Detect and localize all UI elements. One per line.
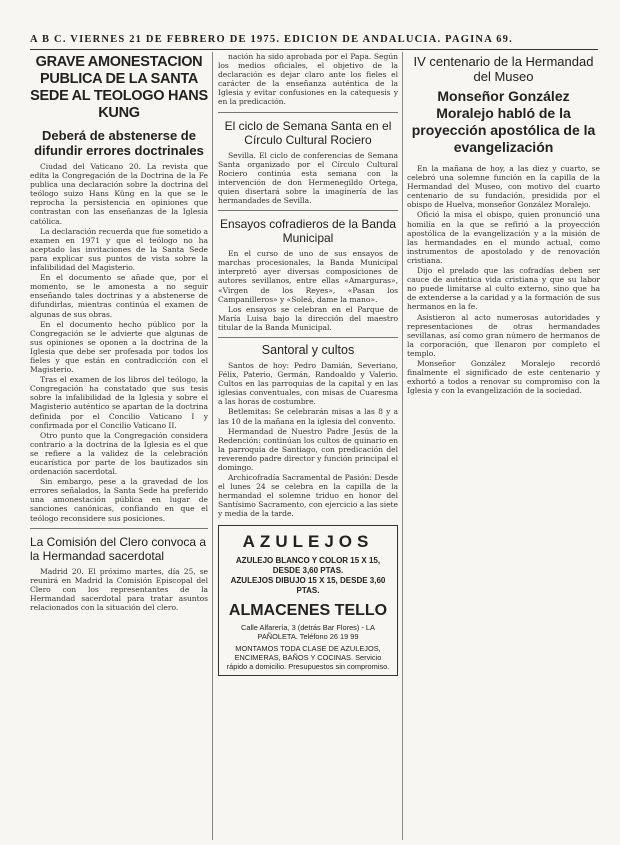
- paragraph: La declaración recuerda que fue sometido a examen en 1971 y que el teólogo no ha aceptado las invitaciones de la Santa Sede para explicar sus puntos de vista sobre la infalibilidad del Magisterio.: [30, 226, 208, 273]
- paragraph: Hermandad de Nuestro Padre Jesús de la Redención: continúan los cultos de quinario en la parroquia de Santiago, con predicación del reverendo padre director y función principal el domingo.: [218, 426, 398, 472]
- paragraph: En el curso de uno de sus ensayos de marchas procesionales, la Banda Municipal interpretó ayer diversas composiciones de autores sevillanos, entre ellas «Amarguras», «Virgen de los Reyes», «Pasan los Campanilleros» y «Soleá, dame la mano».: [218, 249, 398, 304]
- article-body: [218, 52, 398, 107]
- paragraph: Tras el examen de los libros del teólogo, la Congregación ha constatado que sus tesis sobre la infalibilidad de la Iglesia y sobre el Magisterio auténtico se apartan de la doctrina definida por el Concilio Vaticano I y confirmada por el Concilio Vaticano II.: [30, 375, 208, 430]
- paragraph: Los ensayos se celebran en el Parque de María Luisa bajo la dirección del maestro titular de la Banda Municipal.: [218, 304, 398, 332]
- paragraph: En el documento hecho público por la Congregación se le advierte que algunas de sus opiniones se oponen a la doctrina de la Iglesia que debe ser profesada por todos los fieles y que están en contradicción con el Magisterio.: [30, 319, 208, 375]
- article-body: [218, 361, 398, 519]
- paragraph: Madrid 20. El próximo martes, día 25, se reunirá en Madrid la Comisión Episcopal del Clero con los representantes de la Hermandad sacerdotal para tratar asuntos relacionados con la situación del clero.: [30, 566, 208, 613]
- paragraph: nación ha sido aprobada por el Papa. Según los medios oficiales, el objetivo de la declaración es dejar claro ante los fieles el carácter de la enseñanza auténtica de la Iglesia y evitar confusiones en la catequesis y en la predicación.: [218, 52, 398, 107]
- article-body: [407, 164, 600, 395]
- divider: [30, 528, 208, 529]
- article-headline: Santoral y cultos: [261, 342, 355, 357]
- paragraph: Monseñor González Moralejo recordó finalmente el significado de este centenario y exhortó a todos a renovar su compromiso con la Iglesia y con la evangelización de la sociedad.: [407, 358, 600, 396]
- ad-address: Calle Alfarería, 3 (detrás Bar Flores) - LA PAÑOLETA. Teléfono 26 19 99: [241, 622, 375, 641]
- paragraph: En el documento se añade que, por el momento, se le amonesta a no seguir enseñando tales doctrinas y a abstenerse de difundirlas, mientras continúa el examen de algunas de sus obras.: [30, 273, 208, 319]
- divider: [218, 210, 398, 211]
- column-right: [407, 52, 600, 842]
- ad-title: AZULEJOS: [242, 531, 374, 551]
- advertisement-box: [218, 525, 398, 676]
- paragraph: Santos de hoy: Pedro Damián, Severiano, Félix, Paterio, Germán, Randoaldo y Valerio. Cultos en las parroquias de la capital y en las iglesias conventuales, con misas de Cuaresma a las horas de costumbre.: [218, 360, 398, 407]
- sub-headline: Deberá de abstenerse de difundir errores doctrinales: [34, 128, 204, 158]
- ad-store-name: ALMACENES TELLO: [228, 601, 388, 619]
- masthead-rule: [30, 49, 598, 50]
- paragraph: Asistieron al acto numerosas autoridades y representaciones de otras hermandades sevillanas, así como gran número de hermanos de la corporación, que llenaron por completo el templo.: [407, 312, 600, 358]
- paragraph: Betlemitas: Se celebrarán misas a las 8 y a las 10 de la mañana en la iglesia del convento.: [218, 407, 398, 426]
- paragraph: Ciudad del Vaticano 20. La revista que edita la Congregación de la Doctrina de la Fe publica una declaración sobre la doctrina del teólogo suizo Hans Küng en la que se le reprocha la persistencia en opiniones que contrastan con las enseñanzas de la Iglesia católica.: [30, 162, 208, 226]
- article-body: [30, 162, 208, 523]
- column-divider: [212, 52, 213, 840]
- column-left: [30, 52, 208, 842]
- page-masthead: A B C. VIERNES 21 DE FEBRERO DE 1975. EDICION DE ANDALUCIA. PAGINA 69.: [30, 34, 513, 45]
- article-headline: El ciclo de Semana Santa en el Círculo Cultural Rociero: [224, 118, 392, 147]
- ad-line: AZULEJOS DIBUJO 15 X 15, DESDE 3,60 PTAS.: [230, 575, 386, 595]
- divider: [218, 337, 398, 338]
- column-middle: [218, 52, 398, 842]
- article-body: [218, 249, 398, 332]
- paragraph: En la mañana de hoy, a las diez y cuarto, se celebró una solemne función en la capilla de la Hermandad del Museo, con motivo del cuarto centenario de su fundación, presidida por el obispo de Huelva, monseñor González Moralejo.: [407, 164, 600, 210]
- article-headline: Monseñor González Moralejo habló de la proyección apostólica de la evangelización: [411, 88, 596, 155]
- divider: [218, 112, 398, 113]
- column-divider: [402, 52, 403, 840]
- paragraph: Dijo el prelado que las cofradías deben ser cauce de auténtica vida cristiana y que su labor no puede limitarse al culto externo, sino que ha de extenderse a la caridad y a la formación de sus hermanos en la fe.: [407, 266, 600, 312]
- paragraph: Archicofradía Sacramental de Pasión: Desde el lunes 24 se celebra en la capilla de la hermandad el solemne triduo en honor del Santísimo Sacramento, con ejercicio a las siete y media de la tarde.: [218, 473, 398, 519]
- article-body: [30, 567, 208, 612]
- main-headline: GRAVE AMONESTACION PUBLICA DE LA SANTA SEDE AL TEOLOGO HANS KUNG: [30, 54, 208, 121]
- ad-line: AZULEJO BLANCO Y COLOR 15 X 15, DESDE 3,60 PTAS.: [235, 555, 381, 575]
- article-headline: Ensayos cofradieros de la Banda Municipal: [219, 217, 397, 246]
- article-body: [218, 151, 398, 206]
- ad-note: MONTAMOS TODA CLASE DE AZULEJOS, ENCIMERAS, BAÑOS Y COCINAS. Servicio rápido a domicilio. Presupuestos sin compromiso.: [226, 643, 390, 671]
- paragraph: Otro punto que la Congregación considera contrario a la doctrina de la Iglesia es el que se refiere a la validez de la celebración eucarística por parte de los bautizados sin ordenación sacerdotal.: [30, 430, 208, 477]
- paragraph: Sevilla. El ciclo de conferencias de Semana Santa organizado por el Círculo Cultural Rociero continúa esta semana con la intervención de don Hermenegildo Ortega, quien disertará sobre la imaginería de las hermandades de Sevilla.: [218, 150, 398, 206]
- paragraph: Sin embargo, pese a la gravedad de los errores señalados, la Santa Sede ha preferido una amonestación pública en lugar de sanciones canónicas, confiando en que el teólogo reconsidere sus posiciones.: [30, 477, 208, 523]
- article-headline: La Comisión del Clero convoca a la Hermandad sacerdotal: [30, 534, 207, 563]
- article-kicker: IV centenario de la Hermandad del Museo: [413, 54, 594, 84]
- paragraph: Ofició la misa el obispo, quien pronunció una homilía en la que se refirió a la proyección apostólica de la evangelización y a la misión de las hermandades en el mundo actual, como instrumentos de apostolado y de renovación cristiana.: [407, 210, 600, 265]
